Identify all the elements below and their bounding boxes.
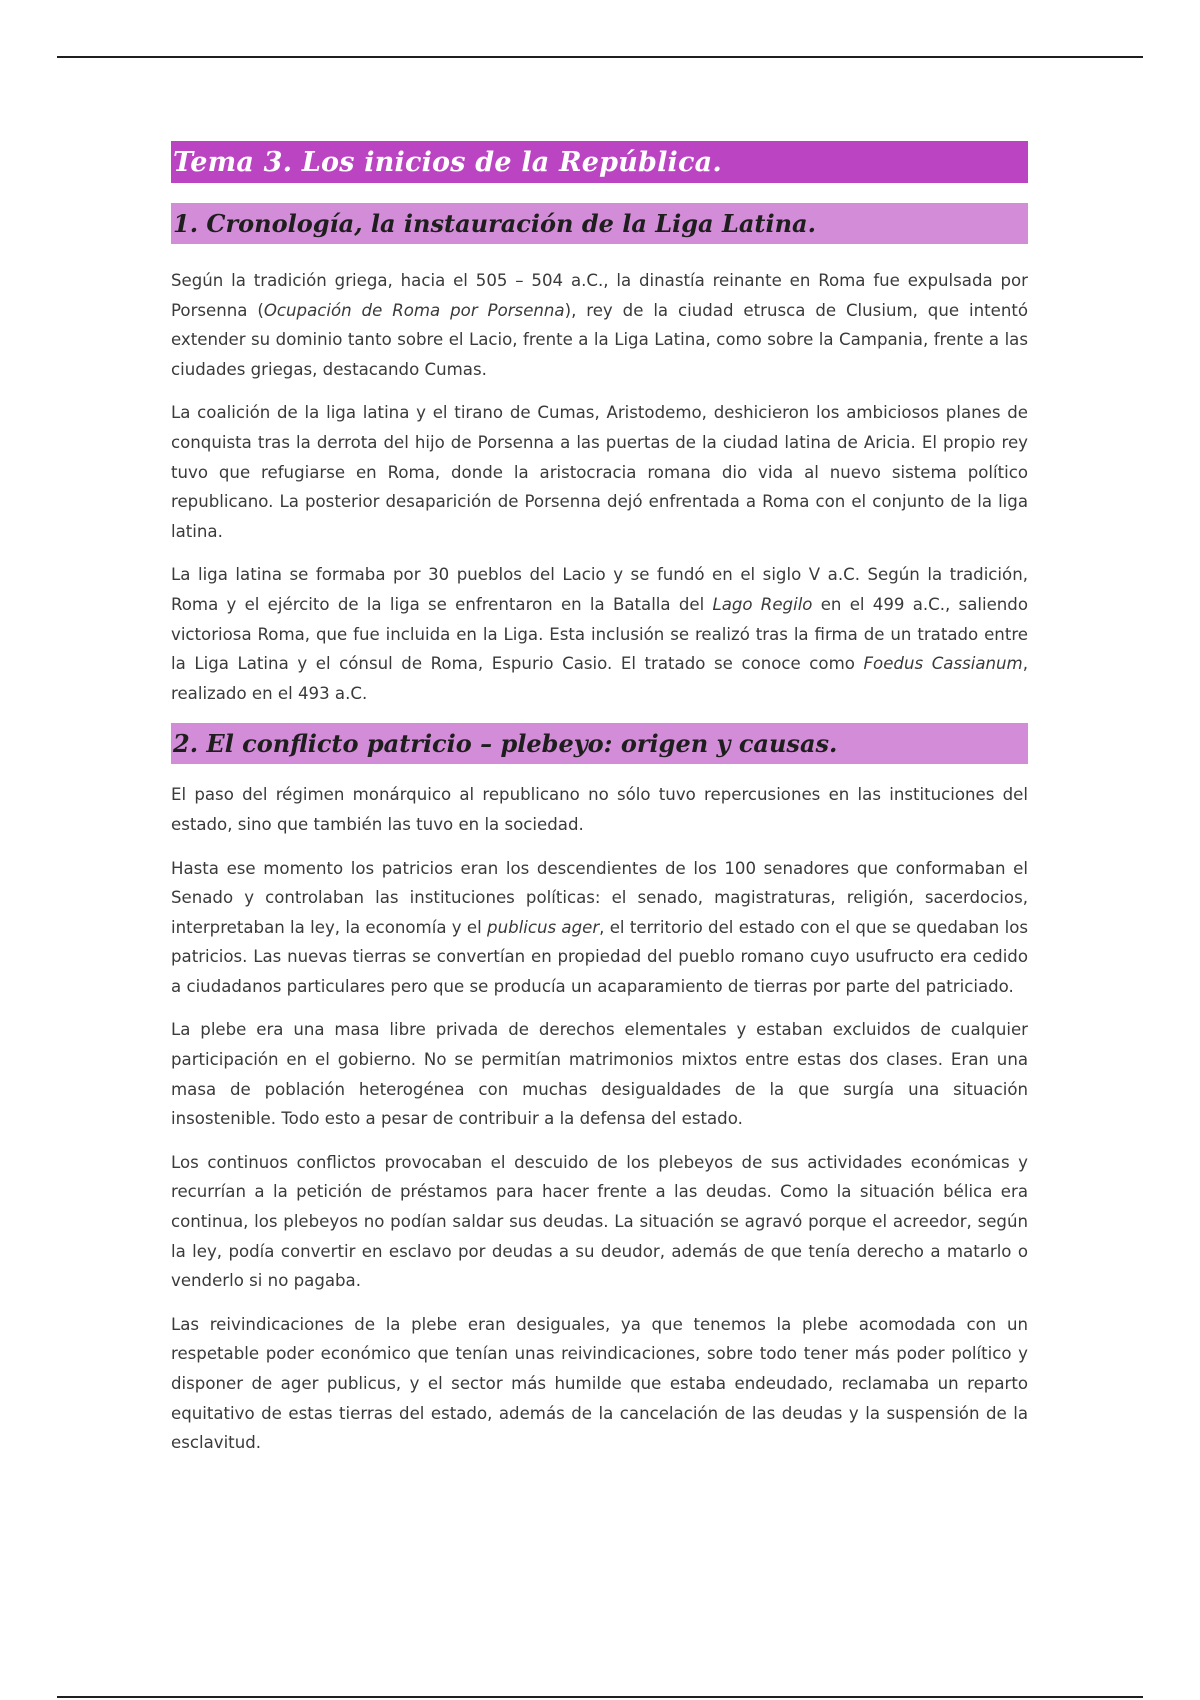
section-1-paragraph-2: La coalición de la liga latina y el tirano de Cumas, Aristodemo, deshicieron los ambiciosos planes de conquista tras la derrota del hijo de Porsenna a las puertas de la ciudad latina de Aricia. El propio rey tuvo que refugiarse en Roma, donde la aristocracia romana dio vida al nuevo sistema político republicano. La posterior desaparición de Porsenna dejó enfrentada a Roma con el conjunto de la liga latina.	[171, 403, 1028, 541]
italic-text: publicus ager	[487, 917, 600, 937]
section-1-paragraph-3	[171, 560, 1028, 708]
section-1-heading: 1. Cronología, la instauración de la Liga Latina.	[173, 209, 816, 238]
page-title: Tema 3. Los inicios de la República.	[173, 146, 722, 178]
section-2-paragraph-4: Los continuos conflictos provocaban el descuido de los plebeyos de sus actividades económicas y recurrían a la petición de préstamos para hacer frente a las deudas. Como la situación bélica era continua, los plebeyos no podían saldar sus deudas. La situación se agravó porque el acreedor, según la ley, podía convertir en esclavo por deudas a su deudor, además de que tenía derecho a matarlo o venderlo si no pagaba.	[171, 1152, 1028, 1291]
text-run: ), rey de la ciudad etrusca de Clusium, que intentó extender su dominio tanto sobre el Lacio, frente a la Liga Latina, como sobre la Campania, frente a las ciudades griegas, destacando Cumas.	[171, 300, 1028, 379]
italic-text: Foedus Cassianum	[863, 654, 1023, 674]
section-1-banner	[171, 203, 1028, 244]
text-run: La liga latina se formaba por 30 pueblos del Lacio y se fundó en el siglo V a.C. Según la tradición, Roma y el ejército de la liga se enfrentaron en la Batalla del	[171, 565, 1028, 614]
italic-text: Lago Regilo	[712, 594, 813, 614]
text-run: , realizado en el 493 a.C.	[171, 654, 1028, 703]
title-banner	[171, 141, 1028, 183]
section-2-paragraph-2	[171, 854, 1028, 1002]
header-rule	[57, 56, 1143, 58]
text-run: , el territorio del estado con el que se quedaban los patricios. Las nuevas tierras se convertían en propiedad del pueblo romano cuyo usufructo era cedido a ciudadanos particulares pero que se producía un acaparamiento de tierras por parte del patriciado.	[171, 917, 1028, 996]
italic-text: Ocupación de Roma por Porsenna	[263, 300, 565, 320]
text-run: en el 499 a.C., saliendo victoriosa Roma, que fue incluida en la Liga. Esta inclusión se realizó tras la firma de un tratado entre la Liga Latina y el cónsul de Roma, Espurio Casio. El tratado se conoce como	[171, 594, 1028, 674]
footer-rule	[57, 1696, 1143, 1698]
section-1-paragraph-1	[171, 266, 1028, 384]
text-run: Según la tradición griega, hacia el 505 – 504 a.C., la dinastía reinante en Roma fue expulsada por Porsenna (	[171, 271, 1028, 320]
section-2-heading: 2. El conflicto patricio – plebeyo: origen y causas.	[173, 729, 838, 759]
text-run: Hasta ese momento los patricios eran los descendientes de los 100 senadores que conformaban el Senado y controlaban las instituciones políticas: el senado, magistraturas, religión, sacerdocios, interpretaban la ley, la economía y el	[171, 858, 1028, 937]
section-2-paragraph-3: La plebe era una masa libre privada de derechos elementales y estaban excluidos de cualquier participación en el gobierno. No se permitían matrimonios mixtos entre estas dos clases. Eran una masa de población heterogénea con muchas desigualdades de la que surgía una situación insostenible. Todo esto a pesar de contribuir a la defensa del estado.	[171, 1020, 1028, 1129]
section-2-paragraph-1: El paso del régimen monárquico al republicano no sólo tuvo repercusiones en las instituciones del estado, sino que también las tuvo en la sociedad.	[171, 785, 1028, 834]
document-body	[171, 141, 1028, 1458]
section-2-paragraph-5: Las reivindicaciones de la plebe eran desiguales, ya que tenemos la plebe acomodada con un respetable poder económico que tenían unas reivindicaciones, sobre todo tener más poder político y disponer de ager publicus, y el sector más humilde que estaba endeudado, reclamaba un reparto equitativo de estas tierras del estado, además de la cancelación de las deudas y la suspensión de la esclavitud.	[171, 1314, 1028, 1453]
section-2-banner	[171, 723, 1028, 764]
